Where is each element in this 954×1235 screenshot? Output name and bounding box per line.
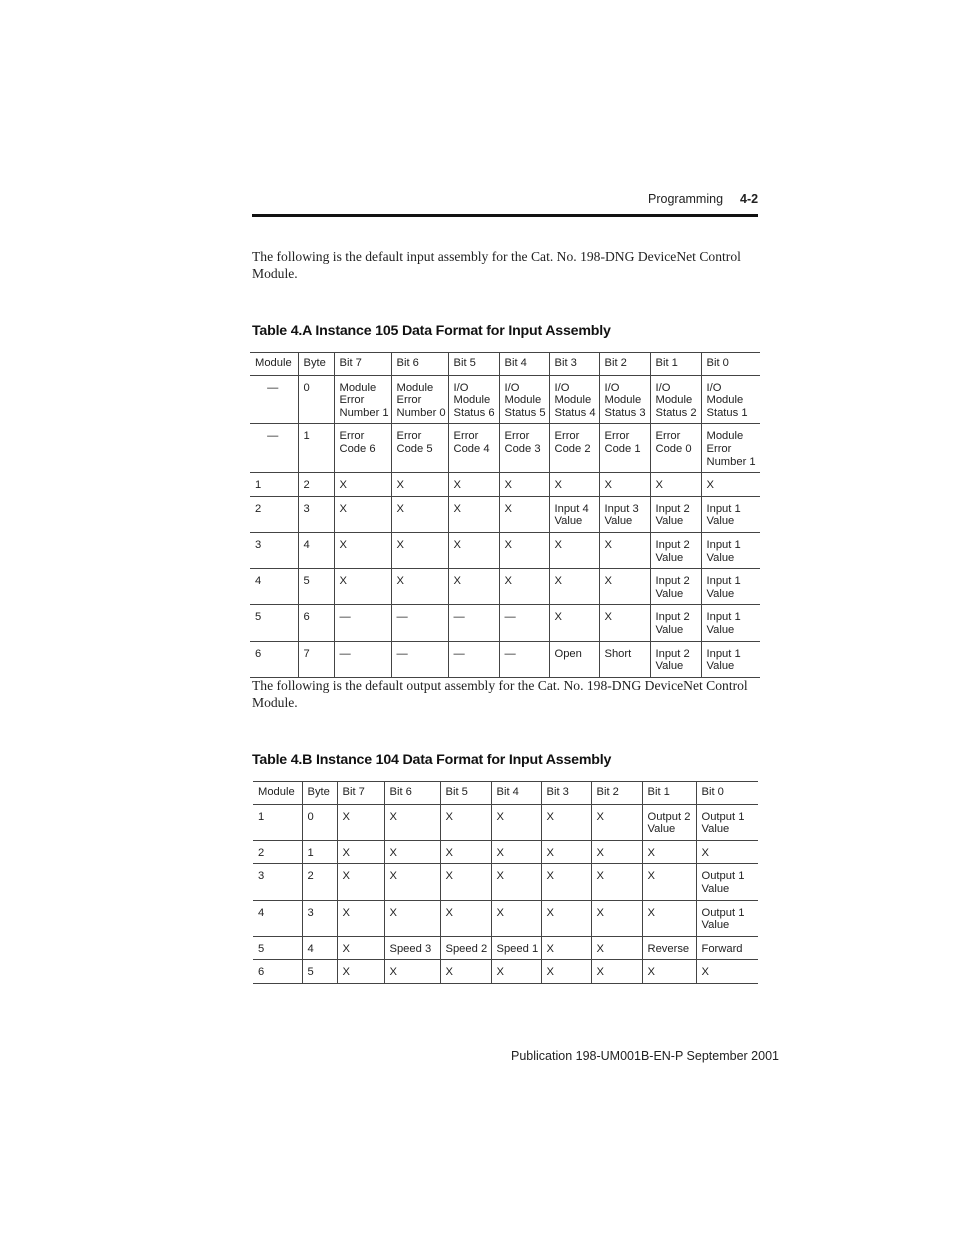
- table-cell: Output 1 Value: [696, 804, 758, 840]
- output-assembly-intro: The following is the default output assembly for the Cat. No. 198-DNG DeviceNet Control Module.: [252, 678, 748, 710]
- table-cell: Open: [549, 641, 599, 677]
- table-cell: 2: [253, 840, 302, 864]
- table-cell: Reverse: [642, 936, 696, 960]
- table-cell: X: [334, 569, 391, 605]
- table-cell: 2: [298, 473, 334, 497]
- table-row: [253, 840, 758, 864]
- table-cell: Error Code 6: [334, 424, 391, 473]
- table-row: [250, 532, 760, 568]
- table-cell: —: [250, 375, 298, 424]
- table-cell: X: [499, 496, 549, 532]
- table-cell: —: [499, 605, 549, 641]
- table-b: [253, 781, 758, 984]
- table-a-col-bit7: Bit 7: [334, 353, 391, 376]
- table-cell: X: [391, 532, 448, 568]
- table-cell: 1: [298, 424, 334, 473]
- input-assembly-intro: The following is the default input assembly for the Cat. No. 198-DNG DeviceNet Control Module.: [252, 249, 741, 281]
- table-b-col-bit5: Bit 5: [440, 782, 491, 805]
- table-b-col-bit4: Bit 4: [491, 782, 541, 805]
- table-a-header-row: [250, 353, 760, 376]
- table-cell: X: [337, 804, 384, 840]
- table-cell: 1: [250, 473, 298, 497]
- table-a-col-bit6: Bit 6: [391, 353, 448, 376]
- table-cell: X: [499, 473, 549, 497]
- table-cell: 3: [250, 532, 298, 568]
- table-cell: X: [491, 804, 541, 840]
- table-cell: X: [440, 840, 491, 864]
- table-cell: Input 1 Value: [701, 532, 760, 568]
- table-cell: X: [696, 960, 758, 984]
- table-cell: X: [541, 936, 591, 960]
- table-cell: 4: [302, 936, 337, 960]
- table-b-col-bit0: Bit 0: [696, 782, 758, 805]
- table-cell: X: [384, 840, 440, 864]
- table-cell: Module Error Number 1: [334, 375, 391, 424]
- table-cell: X: [549, 473, 599, 497]
- table-cell: Speed 2: [440, 936, 491, 960]
- table-cell: —: [334, 605, 391, 641]
- table-cell: Module Error Number 0: [391, 375, 448, 424]
- table-cell: Input 1 Value: [701, 569, 760, 605]
- table-cell: Module Error Number 1: [701, 424, 760, 473]
- table-cell: X: [384, 900, 440, 936]
- table-cell: Input 1 Value: [701, 496, 760, 532]
- table-cell: X: [337, 900, 384, 936]
- table-cell: X: [334, 473, 391, 497]
- table-cell: 3: [253, 864, 302, 900]
- table-cell: X: [499, 532, 549, 568]
- table-cell: Speed 1: [491, 936, 541, 960]
- table-cell: X: [591, 960, 642, 984]
- table-cell: Error Code 3: [499, 424, 549, 473]
- table-cell: 3: [298, 496, 334, 532]
- table-cell: 6: [298, 605, 334, 641]
- table-cell: X: [337, 840, 384, 864]
- table-cell: X: [440, 960, 491, 984]
- table-cell: X: [541, 864, 591, 900]
- table-cell: X: [391, 473, 448, 497]
- table-a-col-bit0: Bit 0: [701, 353, 760, 376]
- table-cell: X: [448, 496, 499, 532]
- table-cell: X: [384, 960, 440, 984]
- table-cell: X: [440, 900, 491, 936]
- table-cell: X: [541, 840, 591, 864]
- table-cell: X: [541, 900, 591, 936]
- table-b-col-bit6: Bit 6: [384, 782, 440, 805]
- table-cell: 5: [298, 569, 334, 605]
- table-cell: X: [391, 496, 448, 532]
- table-cell: X: [337, 960, 384, 984]
- table-cell: Input 2 Value: [650, 641, 701, 677]
- table-cell: 2: [302, 864, 337, 900]
- table-a-col-bit4: Bit 4: [499, 353, 549, 376]
- table-cell: X: [384, 804, 440, 840]
- table-cell: X: [541, 804, 591, 840]
- table-cell: Output 1 Value: [696, 864, 758, 900]
- running-header-section: Programming: [648, 192, 724, 206]
- table-row: [250, 496, 760, 532]
- table-b-title: Table 4.B Instance 104 Data Format for Input Assembly: [252, 752, 612, 768]
- table-cell: 7: [298, 641, 334, 677]
- table-cell: X: [549, 569, 599, 605]
- table-cell: Input 2 Value: [650, 496, 701, 532]
- table-row: [253, 900, 758, 936]
- table-cell: X: [337, 936, 384, 960]
- table-row: [250, 569, 760, 605]
- table-cell: Short: [599, 641, 650, 677]
- table-cell: Output 1 Value: [696, 900, 758, 936]
- header-rule: [252, 214, 758, 217]
- table-cell: X: [599, 473, 650, 497]
- table-cell: X: [696, 840, 758, 864]
- table-cell: Error Code 5: [391, 424, 448, 473]
- table-cell: X: [591, 840, 642, 864]
- table-cell: I/O Module Status 2: [650, 375, 701, 424]
- table-cell: X: [650, 473, 701, 497]
- table-cell: Input 1 Value: [701, 605, 760, 641]
- table-cell: Input 3 Value: [599, 496, 650, 532]
- table-cell: X: [334, 496, 391, 532]
- table-cell: Error Code 0: [650, 424, 701, 473]
- page-number: 4-2: [740, 192, 759, 206]
- table-cell: X: [337, 864, 384, 900]
- table-cell: X: [448, 473, 499, 497]
- table-cell: X: [591, 804, 642, 840]
- table-cell: Error Code 1: [599, 424, 650, 473]
- table-row: [250, 641, 760, 677]
- table-cell: 5: [253, 936, 302, 960]
- table-b-header-row: [253, 782, 758, 805]
- table-cell: 3: [302, 900, 337, 936]
- table-cell: —: [448, 641, 499, 677]
- table-a-title: Table 4.A Instance 105 Data Format for Input Assembly: [252, 323, 611, 339]
- table-cell: Input 2 Value: [650, 569, 701, 605]
- table-cell: X: [334, 532, 391, 568]
- table-cell: X: [642, 960, 696, 984]
- table-cell: 0: [302, 804, 337, 840]
- table-cell: I/O Module Status 4: [549, 375, 599, 424]
- table-cell: X: [642, 840, 696, 864]
- table-cell: 0: [298, 375, 334, 424]
- table-cell: X: [491, 960, 541, 984]
- table-cell: 4: [253, 900, 302, 936]
- table-a-col-module: Module: [250, 353, 298, 376]
- table-cell: X: [491, 900, 541, 936]
- table-cell: 5: [250, 605, 298, 641]
- table-cell: 6: [250, 641, 298, 677]
- table-row: [253, 936, 758, 960]
- table-cell: X: [599, 569, 650, 605]
- table-a: [250, 352, 760, 678]
- table-cell: —: [334, 641, 391, 677]
- table-cell: Input 2 Value: [650, 532, 701, 568]
- publication-footer: Publication 198-UM001B-EN-P September 2001: [511, 1049, 779, 1063]
- table-a-col-bit3: Bit 3: [549, 353, 599, 376]
- table-row: [253, 960, 758, 984]
- table-cell: Speed 3: [384, 936, 440, 960]
- table-cell: X: [440, 804, 491, 840]
- table-cell: X: [599, 532, 650, 568]
- table-cell: I/O Module Status 5: [499, 375, 549, 424]
- table-cell: 1: [302, 840, 337, 864]
- table-cell: X: [599, 605, 650, 641]
- table-cell: X: [499, 569, 549, 605]
- table-b-col-bit2: Bit 2: [591, 782, 642, 805]
- table-cell: X: [448, 569, 499, 605]
- table-cell: Forward: [696, 936, 758, 960]
- table-cell: —: [250, 424, 298, 473]
- table-cell: X: [541, 960, 591, 984]
- table-cell: —: [391, 641, 448, 677]
- table-cell: X: [549, 532, 599, 568]
- table-cell: 5: [302, 960, 337, 984]
- table-b-col-byte: Byte: [302, 782, 337, 805]
- table-cell: 2: [250, 496, 298, 532]
- table-cell: Output 2 Value: [642, 804, 696, 840]
- table-cell: X: [642, 900, 696, 936]
- table-row: [250, 473, 760, 497]
- table-cell: X: [448, 532, 499, 568]
- table-cell: I/O Module Status 3: [599, 375, 650, 424]
- table-a-col-byte: Byte: [298, 353, 334, 376]
- table-cell: X: [491, 840, 541, 864]
- table-a-col-bit1: Bit 1: [650, 353, 701, 376]
- table-cell: 4: [250, 569, 298, 605]
- table-row: [250, 375, 760, 424]
- table-cell: —: [448, 605, 499, 641]
- table-cell: I/O Module Status 6: [448, 375, 499, 424]
- table-a-col-bit2: Bit 2: [599, 353, 650, 376]
- table-cell: X: [591, 900, 642, 936]
- table-cell: X: [549, 605, 599, 641]
- table-cell: Error Code 4: [448, 424, 499, 473]
- table-cell: Error Code 2: [549, 424, 599, 473]
- table-a-col-bit5: Bit 5: [448, 353, 499, 376]
- table-cell: I/O Module Status 1: [701, 375, 760, 424]
- table-cell: 1: [253, 804, 302, 840]
- table-cell: X: [440, 864, 491, 900]
- table-cell: X: [391, 569, 448, 605]
- table-b-col-bit3: Bit 3: [541, 782, 591, 805]
- table-row: [250, 605, 760, 641]
- table-cell: —: [391, 605, 448, 641]
- table-cell: —: [499, 641, 549, 677]
- table-cell: Input 1 Value: [701, 641, 760, 677]
- table-row: [250, 424, 760, 473]
- table-cell: X: [384, 864, 440, 900]
- table-cell: 6: [253, 960, 302, 984]
- table-b-col-module: Module: [253, 782, 302, 805]
- table-b-col-bit7: Bit 7: [337, 782, 384, 805]
- table-cell: 4: [298, 532, 334, 568]
- table-cell: X: [701, 473, 760, 497]
- table-cell: Input 2 Value: [650, 605, 701, 641]
- table-row: [253, 804, 758, 840]
- table-cell: Input 4 Value: [549, 496, 599, 532]
- table-row: [253, 864, 758, 900]
- table-cell: X: [491, 864, 541, 900]
- table-cell: X: [591, 864, 642, 900]
- table-b-col-bit1: Bit 1: [642, 782, 696, 805]
- table-cell: X: [642, 864, 696, 900]
- table-cell: X: [591, 936, 642, 960]
